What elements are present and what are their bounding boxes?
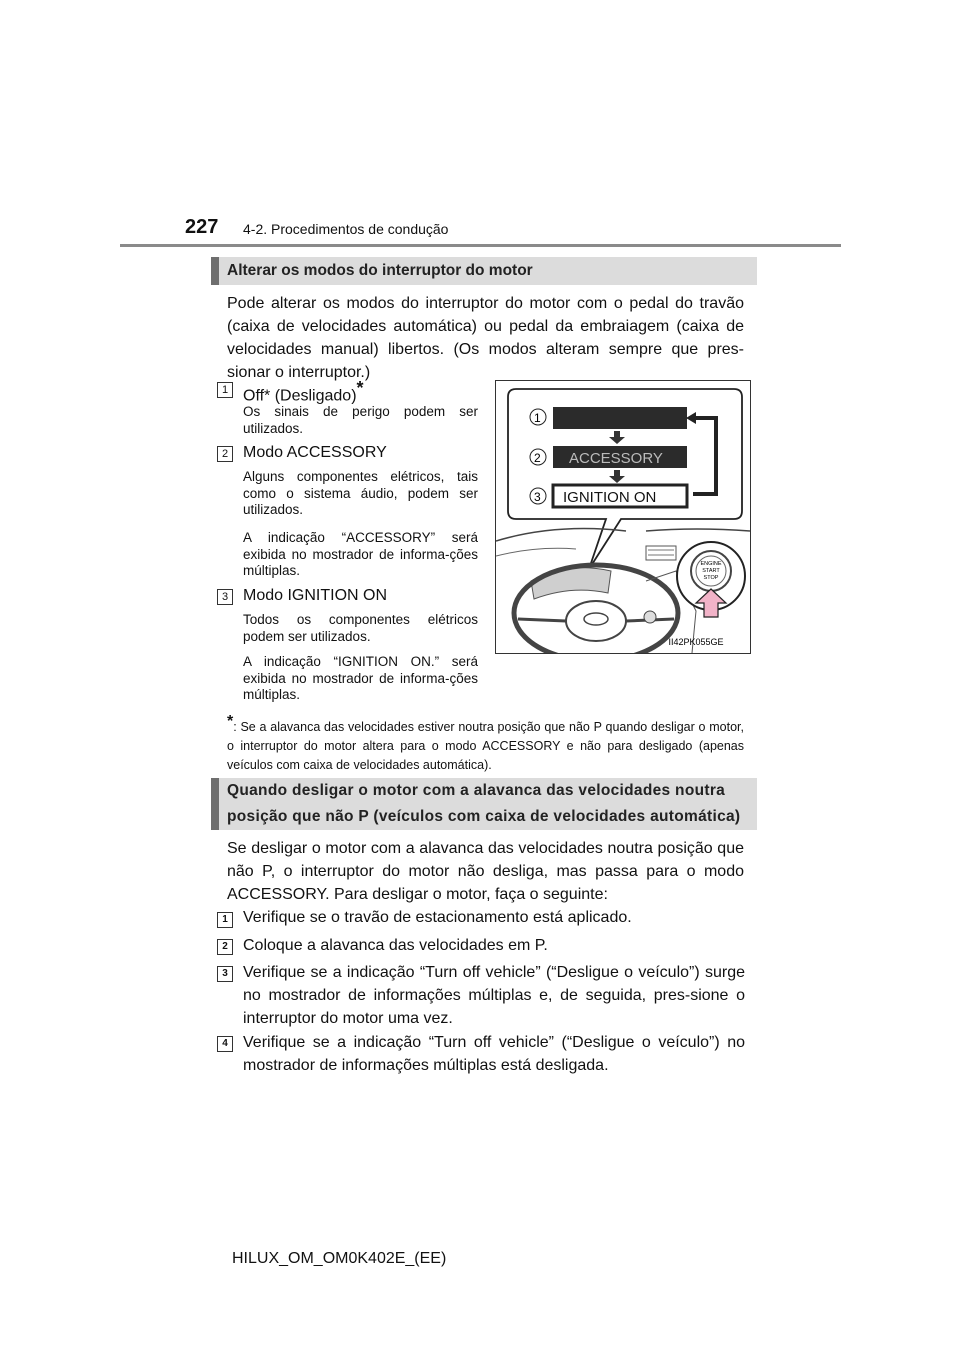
figure-label-2: 2 bbox=[534, 451, 541, 465]
step-4-text: Verifique se a indicação “Turn off vehicle” (“Desligue o veículo”) no mostrador de informações múltiplas está desligada. bbox=[243, 1034, 745, 1074]
mode-3-number: 3 bbox=[217, 589, 233, 605]
step-1-number: 1 bbox=[217, 912, 233, 928]
mode-1-title: Off* (Desligado)* bbox=[243, 378, 364, 405]
document-code: HILUX_OM_OM0K402E_(EE) bbox=[232, 1250, 447, 1267]
section-heading-not-p bbox=[211, 778, 757, 830]
step-2-number: 2 bbox=[217, 939, 233, 955]
section-heading-line-1: Quando desligar o motor com a alavanca das velocidades noutra bbox=[227, 782, 726, 799]
section-heading-line-2: posição que não P (veículos com caixa de velocidades automática) bbox=[227, 808, 741, 825]
button-text-engine: ENGINE bbox=[700, 561, 722, 567]
mode-2-desc-a: Alguns componentes elétricos, tais como o sistema áudio, podem ser utilizados. bbox=[243, 469, 478, 517]
accessory-bar-label: ACCESSORY bbox=[569, 450, 663, 467]
mode-2-desc-b: A indicação “ACCESSORY” será exibida no mostrador de informa-ções múltiplas. bbox=[243, 530, 478, 578]
mode-3-desc-a: Todos os componentes elétricos podem ser utilizados. bbox=[243, 612, 478, 644]
button-text-start: START bbox=[702, 568, 720, 574]
figure-label-1: 1 bbox=[534, 411, 541, 425]
step-3-number: 3 bbox=[217, 966, 233, 982]
footnote: *: Se a alavanca das velocidades estiver noutra posição que não P quando desligar o motor, o interruptor do motor altera para o modo ACCESSORY e não para desligado (apenas veículos com caixa de velocidades automática). bbox=[227, 713, 744, 773]
mode-3-title: Modo IGNITION ON bbox=[243, 587, 388, 604]
page-number: 227 bbox=[185, 216, 219, 238]
mode-1-number: 1 bbox=[217, 382, 233, 398]
step-3-text: Verifique se a indicação “Turn off vehicle” (“Desligue o veículo”) surge no mostrador de informações múltiplas e, de seguida, pres-sione o interruptor do motor uma vez. bbox=[243, 964, 745, 1027]
chapter-title: 4-2. Procedimentos de condução bbox=[243, 221, 449, 237]
button-text-stop: STOP bbox=[703, 575, 719, 581]
section2-intro: Se desligar o motor com a alavanca das velocidades noutra posição que não P, o interruptor do motor não desliga, mas passa para o modo ACCESSORY. Para desligar o motor, faça o seguinte: bbox=[227, 840, 744, 903]
header-rule bbox=[120, 244, 841, 247]
mode-2-title: Modo ACCESSORY bbox=[243, 444, 387, 461]
mode-2-number: 2 bbox=[217, 446, 233, 462]
engine-switch-figure bbox=[495, 380, 751, 654]
step-2-text: Coloque a alavanca das velocidades em P. bbox=[243, 937, 548, 954]
mode-3-desc-b: A indicação “IGNITION ON.” será exibida no mostrador de informa-ções múltiplas. bbox=[243, 654, 478, 702]
ignition-bar-label: IGNITION ON bbox=[563, 489, 657, 506]
figure-code: II42PK055GE bbox=[668, 637, 724, 647]
step-1-text: Verifique se o travão de estacionamento está aplicado. bbox=[243, 909, 632, 926]
section-intro: Pode alterar os modos do interruptor do motor com o pedal do travão (caixa de velocidades automática) ou pedal da embraiagem (caixa de velocidades manual) libertos. (Os modos alteram sempre que pres-sionar o interruptor.) bbox=[227, 295, 744, 381]
step-4-number: 4 bbox=[217, 1036, 233, 1052]
figure-label-3: 3 bbox=[534, 490, 541, 504]
section-heading-modes: Alterar os modos do interruptor do motor bbox=[211, 257, 757, 285]
mode-1-desc: Os sinais de perigo podem ser utilizados. bbox=[243, 404, 478, 436]
